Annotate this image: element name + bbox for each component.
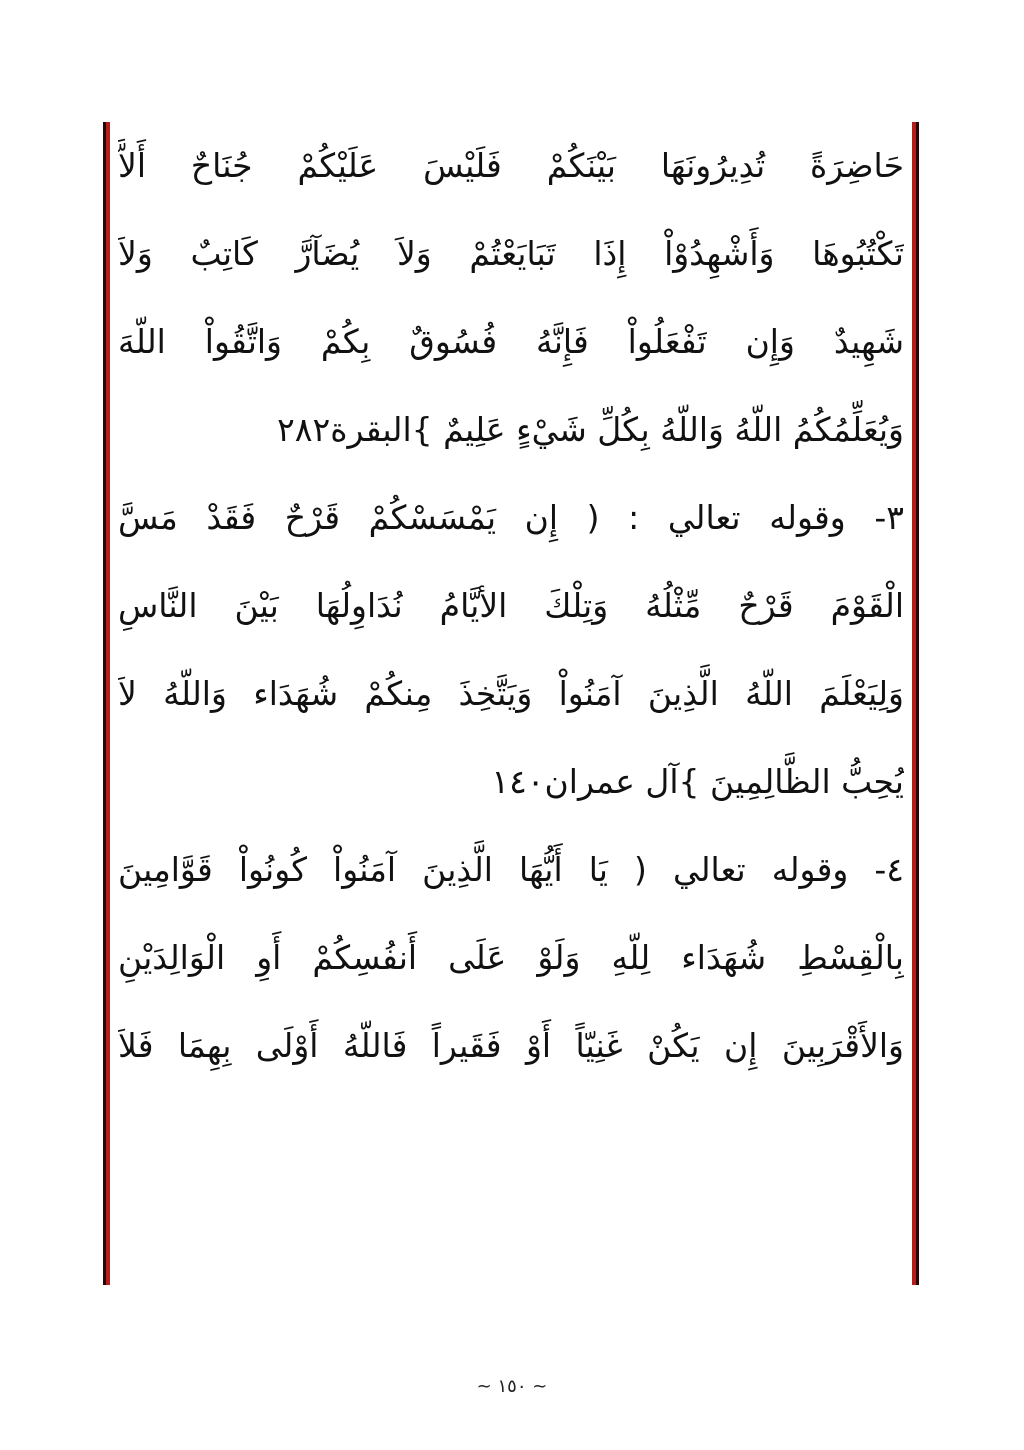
text-line: حَاضِرَةً تُدِيرُونَهَا بَيْنَكُمْ فَلَيْسَ عَلَيْكُمْ جُنَاحٌ أَلاَّ [118, 146, 904, 185]
text-line: وَلِيَعْلَمَ اللّهُ الَّذِينَ آمَنُواْ وَيَتَّخِذَ مِنكُمْ شُهَدَاء وَاللّهُ لاَ [118, 674, 904, 713]
text-line: تَكْتُبُوهَا وَأَشْهِدُوْاْ إِذَا تَبَايَعْتُمْ وَلاَ يُضَآرَّ كَاتِبٌ وَلاَ [118, 234, 904, 273]
text-line: وَالأَقْرَبِينَ إِن يَكُنْ غَنِيّاً أَوْ فَقَيراً فَاللّهُ أَوْلَى بِهِمَا فَلاَ [118, 1026, 904, 1065]
left-border-bar [106, 122, 110, 1285]
text-line: يُحِبُّ الظَّالِمِينَ }آل عمران١٤٠ [491, 762, 904, 801]
right-border-bar [912, 122, 916, 1285]
paragraph-item-3 [118, 474, 904, 826]
paragraph-ayah-282 [118, 122, 904, 474]
text-line: شَهِيدٌ وَإِن تَفْعَلُواْ فَإِنَّهُ فُسُوقٌ بِكُمْ وَاتَّقُواْ اللّهَ [118, 322, 904, 361]
text-line: وَيُعَلِّمُكُمُ اللّهُ وَاللّهُ بِكُلِّ شَيْءٍ عَلِيمٌ }البقرة٢٨٢ [277, 410, 904, 449]
text-line: الْقَوْمَ قَرْحٌ مِّثْلُهُ وَتِلْكَ الأيَّامُ نُدَاوِلُهَا بَيْنَ النَّاسِ [118, 586, 904, 625]
text-line: ٣- وقوله تعالي : ( إِن يَمْسَسْكُمْ قَرْحٌ فَقَدْ مَسَّ [118, 498, 904, 537]
text-line: بِالْقِسْطِ شُهَدَاء لِلّهِ وَلَوْ عَلَى أَنفُسِكُمْ أَوِ الْوَالِدَيْنِ [118, 938, 904, 977]
paragraph-item-4 [118, 826, 904, 1090]
text-line: ٤- وقوله تعالي ( يَا أَيُّهَا الَّذِينَ آمَنُواْ كُونُواْ قَوَّامِينَ [118, 850, 904, 889]
text-body [118, 122, 904, 1090]
page-number: ~ ١٥٠ ~ [476, 1376, 548, 1397]
